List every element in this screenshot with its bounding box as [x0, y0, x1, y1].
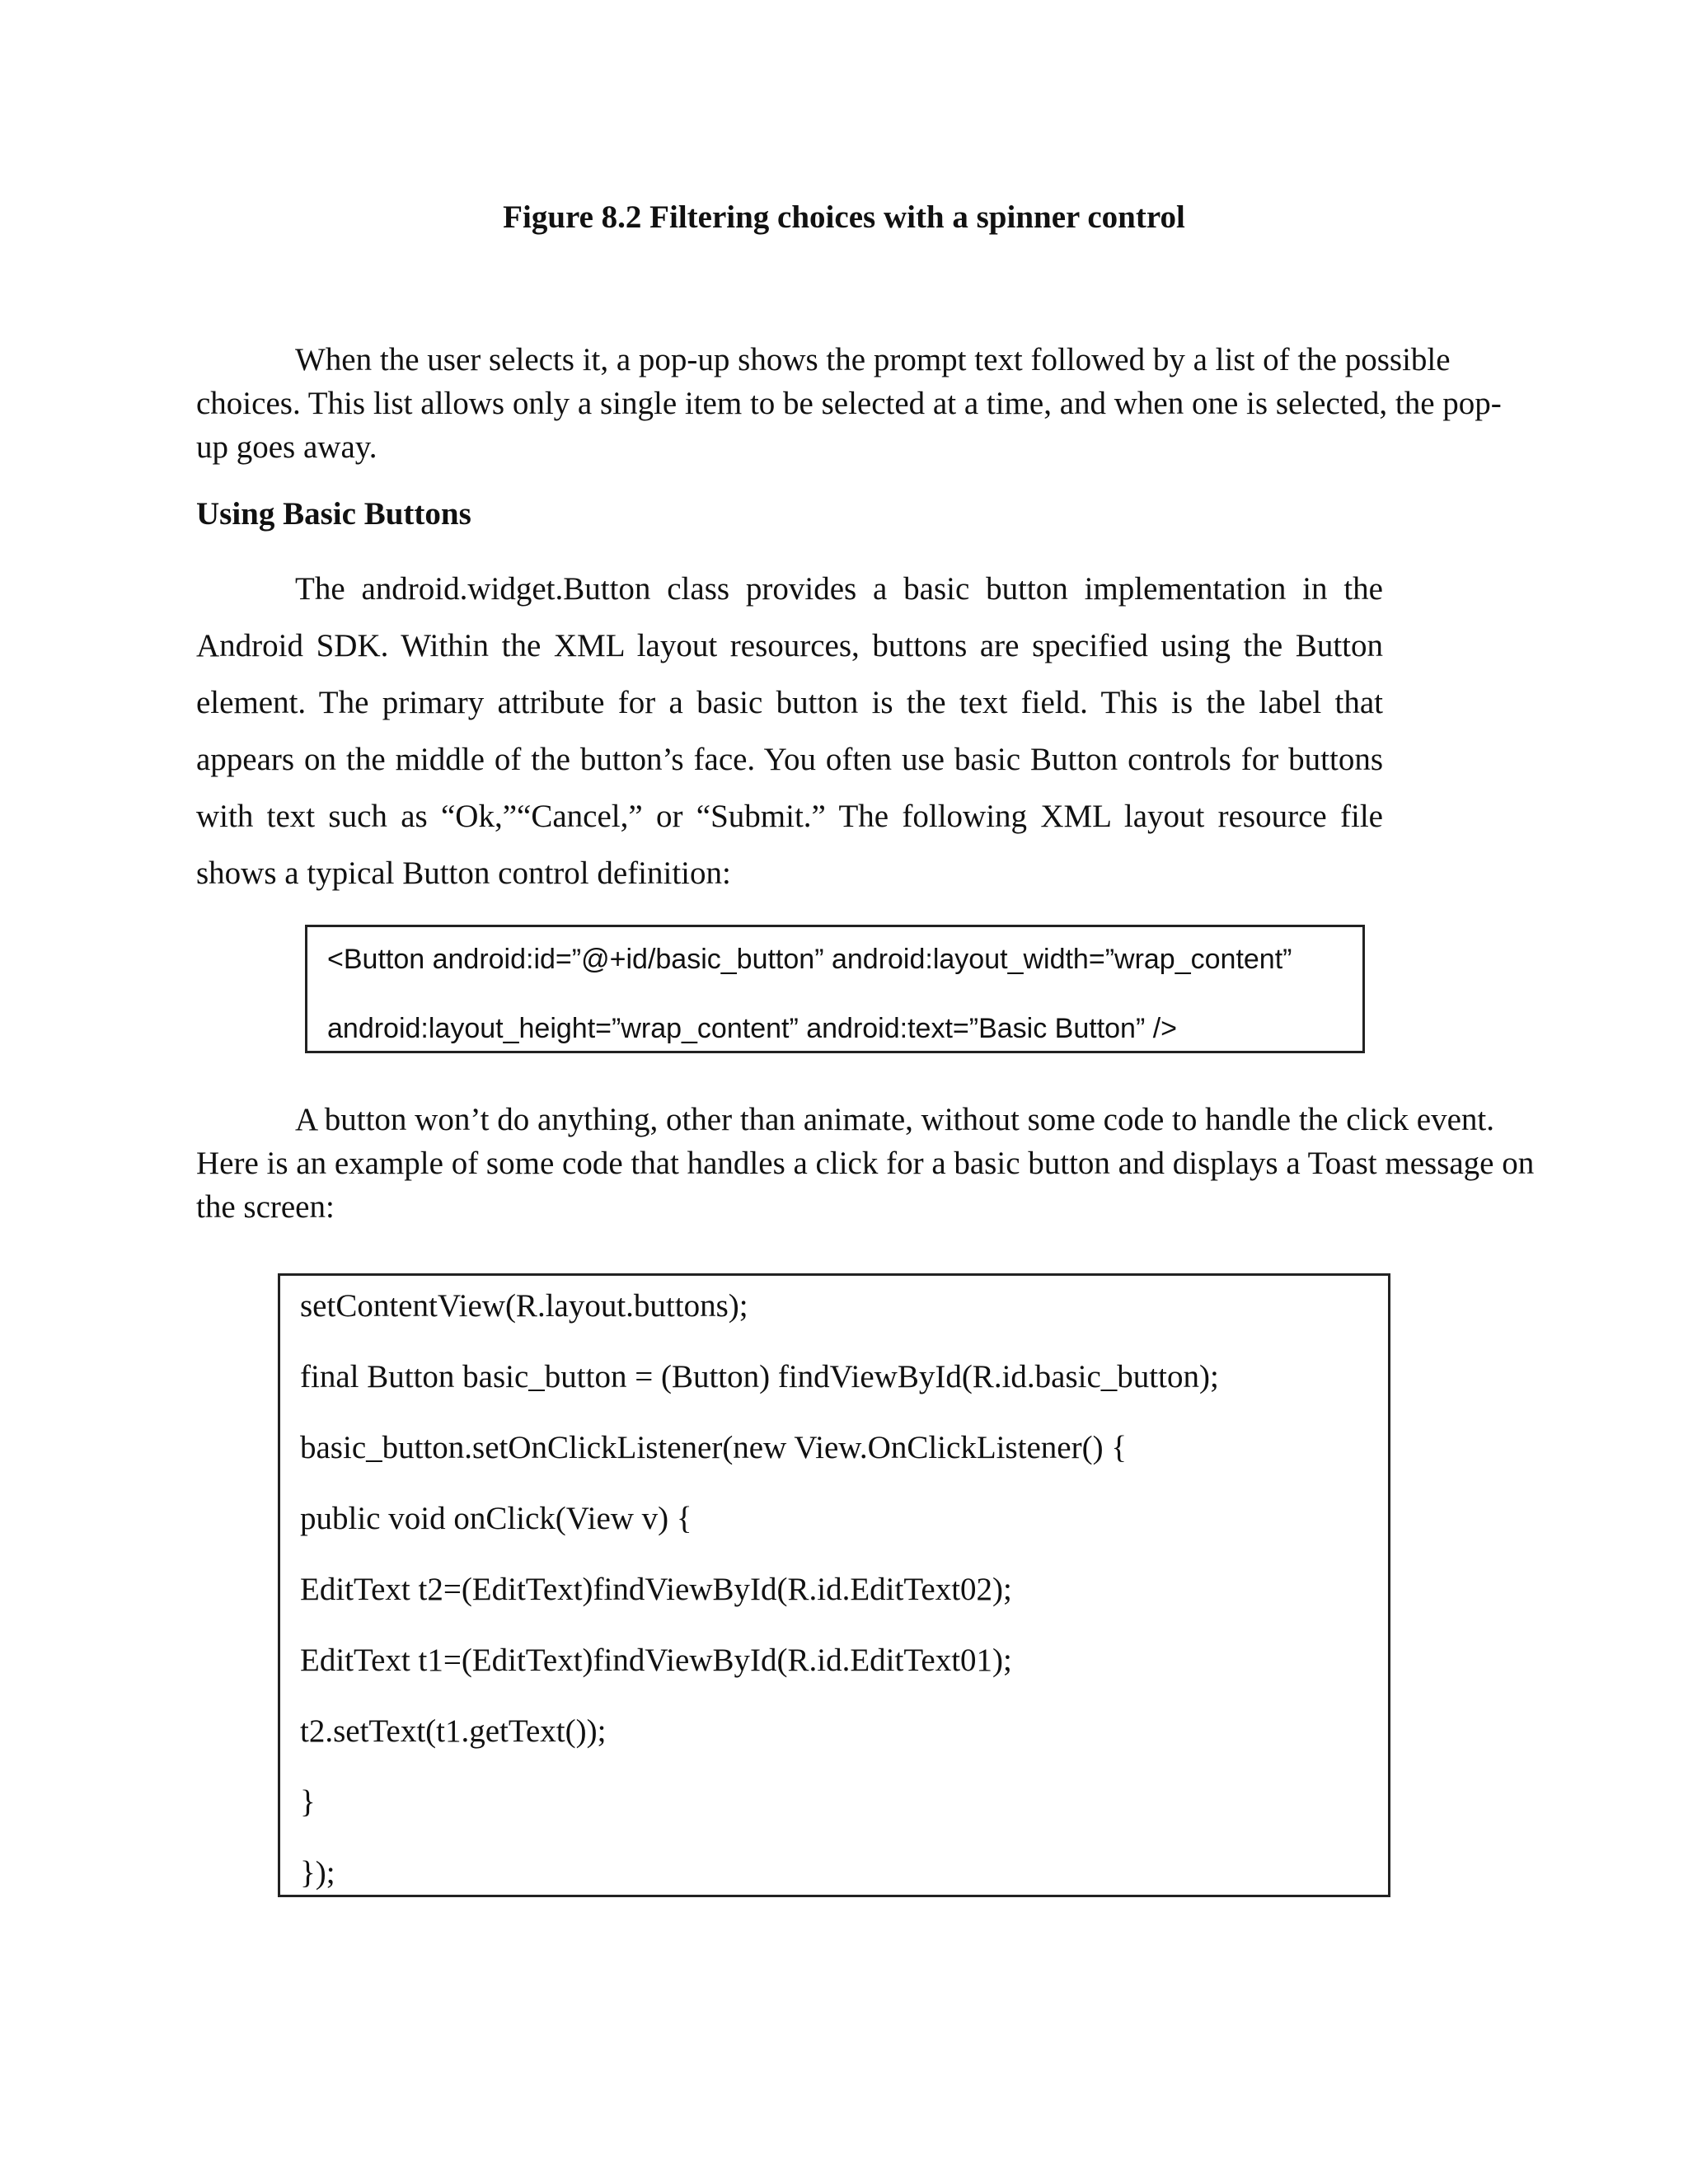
java-code-line: basic_button.setOnClickListener(new View.OnClickListener() { [300, 1430, 1128, 1465]
java-code-line: final Button basic_button = (Button) findViewById(R.id.basic_button); [300, 1359, 1219, 1394]
java-code-line: EditText t1=(EditText)findViewById(R.id.EditText01); [300, 1643, 1012, 1678]
java-code-line: setContentView(R.layout.buttons); [300, 1288, 748, 1324]
section-heading: Using Basic Buttons [196, 496, 471, 532]
java-code-line: EditText t2=(EditText)findViewById(R.id.EditText02); [300, 1572, 1012, 1607]
paragraph-spinner-popup: When the user selects it, a pop-up shows the prompt text followed by a list of the possible choices. This list allows only a single item to be selected at a time, and when one is selected, the pop-up goes away. [196, 342, 1502, 465]
xml-code-line: android:layout_height=”wrap_content” android:text=”Basic Button” /> [327, 1013, 1178, 1044]
java-code-box [278, 1273, 1390, 1897]
java-code-line: }); [300, 1855, 335, 1891]
java-code-line: public void onClick(View v) { [300, 1501, 692, 1536]
java-code-line: } [300, 1784, 316, 1820]
xml-code-line: <Button android:id=”@+id/basic_button” android:layout_width=”wrap_content” [327, 944, 1292, 975]
paragraph-click-handler: A button won’t do anything, other than animate, without some code to handle the click event. Here is an example of some code that handles a click for a basic button and displays a Toast message on the screen: [196, 1102, 1535, 1225]
figure-caption: Figure 8.2 Filtering choices with a spinner control [503, 199, 1185, 235]
java-code-line: t2.setText(t1.getText()); [300, 1713, 607, 1749]
xml-code-box [305, 925, 1365, 1053]
paragraph-basic-buttons: The android.widget.Button class provides a basic button implementation in the Android SDK. Within the XML layout resources, buttons are specified using the Button element. The primary attribute for a basic button is the text field. This is the label that appears on the middle of the button’s face. You often use basic Button controls for buttons with text such as “Ok,”“Cancel,” or “Submit.” The following XML layout resource file shows a typical Button control definition: [196, 571, 1383, 891]
